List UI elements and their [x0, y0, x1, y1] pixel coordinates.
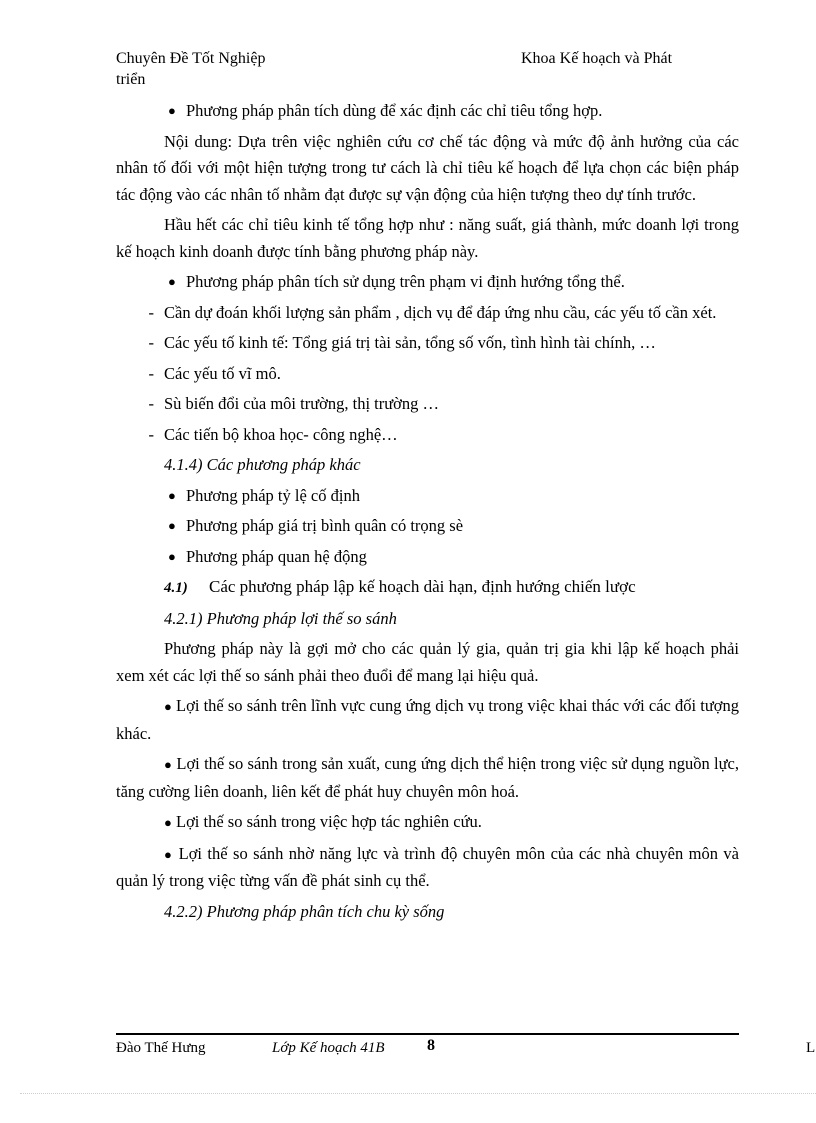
bullet-text: Phương pháp tỷ lệ cố định — [186, 485, 360, 505]
page-break-line — [20, 1093, 816, 1094]
dash-icon: - — [148, 424, 154, 444]
dash-icon: - — [148, 302, 154, 322]
dash-text: Các yếu tố vĩ mô. — [164, 363, 281, 383]
footer-rule — [116, 1033, 739, 1035]
section-heading: 4.2.1) Phương pháp lợi thế so sánh — [164, 608, 397, 628]
bullet-paragraph — [116, 841, 739, 895]
bullet-item — [116, 483, 739, 510]
bullet-icon: ● — [164, 846, 174, 862]
header-left: Chuyên Đề Tốt Nghiệp — [116, 50, 266, 67]
dash-item — [116, 330, 739, 357]
bullet-text: Phương pháp quan hệ động — [186, 546, 367, 566]
dash-text: Cần dự đoán khối lượng sản phẩm , dịch vụ để đáp ứng nhu cầu, các yếu tố cần xét. — [164, 302, 717, 322]
bullet-paragraph — [116, 751, 739, 805]
paragraph: Hầu hết các chỉ tiêu kinh tế tổng hợp như : năng suất, giá thành, mức doanh lợi trong kế hoạch kinh doanh được tính bằng phương pháp này. — [116, 215, 739, 261]
dash-item — [116, 422, 739, 449]
bullet-icon: ● — [164, 815, 172, 830]
dash-text: Các tiến bộ khoa học- công nghệ… — [164, 424, 398, 444]
heading-number: 4.1) — [164, 580, 188, 596]
heading-text: Các phương pháp lập kế hoạch dài hạn, định hướng chiến lược — [209, 577, 636, 596]
header-right: Khoa Kế hoạch và Phát — [521, 50, 673, 67]
bullet-icon: ● — [168, 487, 176, 503]
bullet-text: Lợi thế so sánh trên lĩnh vực cung ứng dịch vụ trong việc khai thác với các đối tượng khác. — [116, 696, 740, 743]
dash-item — [116, 300, 739, 327]
bullet-icon: ● — [164, 699, 172, 714]
bullet-item — [116, 269, 739, 296]
bullet-item — [116, 544, 739, 571]
bullet-icon: ● — [164, 757, 173, 772]
paragraph: Nội dung: Dựa trên việc nghiên cứu cơ chế tác động và mức độ ảnh hưởng của các nhân tố đối với một hiện tượng trong tư cách là chỉ tiêu kế hoạch để lựa chọn các biện pháp tác động vào các nhân tố nhằm đạt được sự vận động của hiện tượng theo dự tính trước. — [116, 131, 739, 204]
dash-text: Sù biến đổi của môi trường, thị trường … — [164, 394, 440, 413]
section-heading: 4.1.4) Các phương pháp khác — [164, 455, 361, 474]
chapter-heading — [116, 574, 739, 602]
footer-author: Đào Thế Hưng — [116, 1040, 206, 1056]
dash-icon: - — [148, 394, 154, 413]
bullet-text: Lợi thế so sánh trong việc hợp tác nghiên cứu. — [175, 812, 482, 831]
bullet-text: Lợi thế so sánh nhờ năng lực và trình độ chuyên môn của các nhà chuyên môn và quản lý trong việc từng vấn đề phát sinh cụ thể. — [116, 843, 740, 890]
bullet-icon: ● — [168, 518, 176, 533]
bullet-item — [116, 98, 739, 125]
bullet-icon: ● — [168, 274, 176, 289]
section-heading: 4.2.2) Phương pháp phân tích chu kỳ sống — [164, 901, 445, 921]
dash-icon: - — [148, 363, 154, 383]
footer-class: Lớp Kế hoạch 41B — [272, 1040, 385, 1056]
bullet-icon: ● — [168, 548, 176, 564]
dash-item — [116, 391, 739, 418]
bullet-icon: ● — [168, 103, 176, 118]
page-number: 8 — [427, 1037, 435, 1054]
footer-edge-text: L — [806, 1040, 816, 1056]
bullet-paragraph — [116, 693, 739, 747]
dash-icon: - — [148, 333, 154, 352]
document-body — [116, 98, 739, 929]
bullet-item — [116, 513, 739, 540]
header-wrap: triển — [116, 71, 146, 88]
bullet-text: Lợi thế so sánh trong sản xuất, cung ứng dịch thể hiện trong việc sử dụng nguồn lực, tăng cường liên doanh, liên kết để phát huy chuyên môn hoá. — [116, 754, 739, 801]
paragraph: Phương pháp này là gợi mở cho các quản lý gia, quản trị gia khi lập kế hoạch phải xem xét các lợi thế so sánh phải theo đuổi để mang lại hiệu quả. — [116, 639, 739, 685]
bullet-text: Phương pháp phân tích dùng để xác định các chỉ tiêu tổng hợp. — [186, 101, 603, 120]
bullet-paragraph — [116, 809, 739, 837]
bullet-text: Phương pháp giá trị bình quân có trọng sè — [186, 516, 464, 535]
dash-item — [116, 361, 739, 388]
bullet-text: Phương pháp phân tích sử dụng trên phạm vi định hướng tổng thể. — [186, 272, 625, 291]
dash-text: Các yếu tố kinh tế: Tổng giá trị tài sản, tổng số vốn, tình hình tài chính, … — [164, 333, 656, 352]
